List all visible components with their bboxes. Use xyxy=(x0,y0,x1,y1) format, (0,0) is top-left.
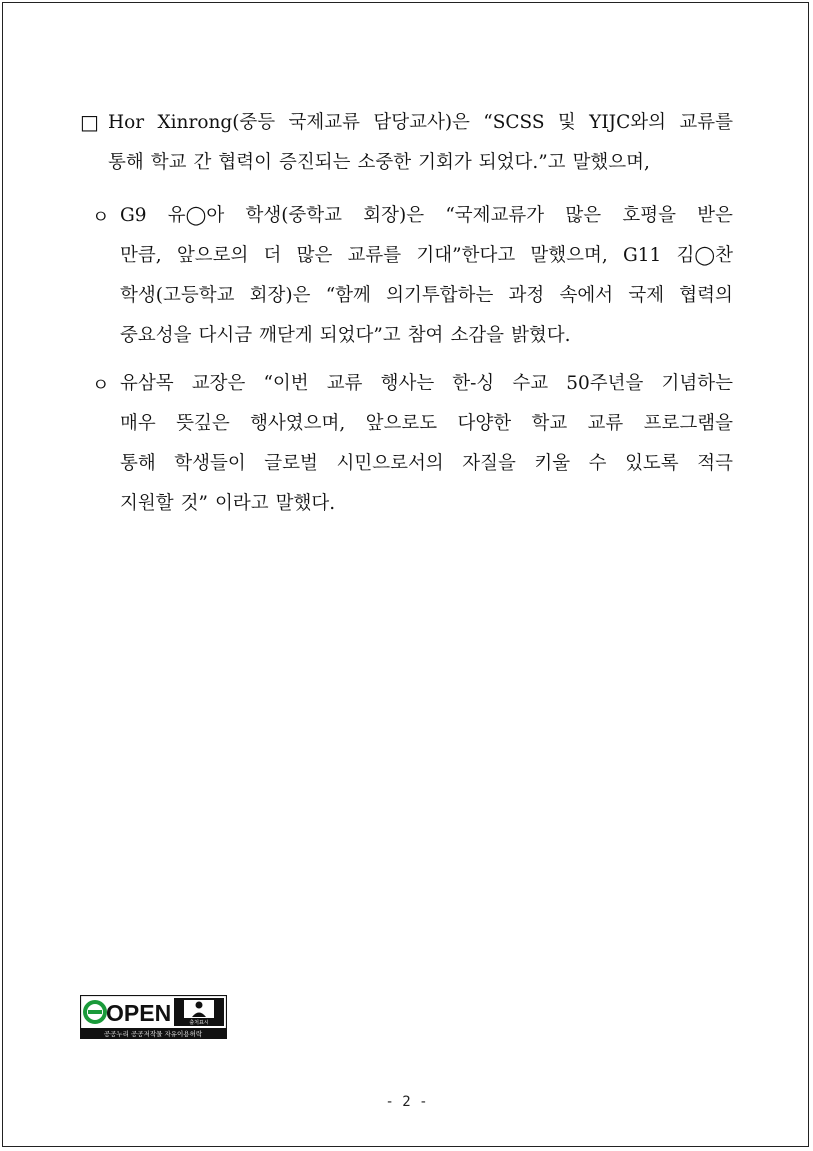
word: 앞으로의 xyxy=(176,245,249,266)
word: 과정 xyxy=(508,285,545,306)
word: 교류 xyxy=(587,413,624,434)
word: 교류 xyxy=(326,373,363,394)
word: 유삼목 xyxy=(120,373,174,394)
word: 프로그램을 xyxy=(643,413,733,434)
word: 김◯찬 xyxy=(676,245,733,266)
word: 소감을 xyxy=(450,325,505,346)
word: 있도록 xyxy=(625,453,679,474)
word: 것” xyxy=(180,493,208,514)
word: 한-싱 xyxy=(452,373,495,394)
word: 되었다.”고 xyxy=(478,152,566,173)
word: 학생(고등학교 xyxy=(120,285,235,306)
word: 참여 xyxy=(407,325,444,346)
word: 받은 xyxy=(697,205,733,226)
text-line xyxy=(108,143,733,183)
word: 수 xyxy=(588,453,607,474)
word: 통해 xyxy=(120,453,156,474)
word: 및 xyxy=(557,112,576,133)
text-line xyxy=(120,444,733,484)
word: 학생들이 xyxy=(174,453,246,474)
text-line xyxy=(108,103,733,143)
page-number: - 2 - xyxy=(385,1094,428,1110)
word: 글로벌 xyxy=(264,453,318,474)
word: 되었다”고 xyxy=(319,325,401,346)
word: 협력의 xyxy=(679,285,733,306)
word: 깨닫게 xyxy=(259,325,313,346)
kogl-open-logo xyxy=(80,995,227,1039)
word: 학교 xyxy=(531,413,568,434)
word: 회장)은 xyxy=(363,205,425,226)
word: 속에서 xyxy=(559,285,614,306)
word: G11 xyxy=(622,245,662,266)
text-line xyxy=(120,196,733,236)
word: 수교 xyxy=(512,373,549,394)
word: 담당교사)은 xyxy=(373,112,470,133)
word: 행사였으며, xyxy=(250,413,346,434)
word: 지원할 xyxy=(120,493,174,514)
word: 50주년을 xyxy=(566,373,644,394)
logo-badge: 출처표시 xyxy=(189,1020,209,1026)
word: 통해 xyxy=(108,152,144,173)
word: 자질을 xyxy=(462,453,516,474)
person-icon xyxy=(196,1002,203,1009)
word: 유◯아 xyxy=(167,205,225,226)
word: 소중한 xyxy=(357,152,412,173)
word: 뜻깊은 xyxy=(176,413,230,434)
word: 회장)은 xyxy=(249,285,311,306)
word: 증진되는 xyxy=(279,152,351,173)
word: 다시금 xyxy=(198,325,253,346)
checkbox-bullet-icon: □ xyxy=(80,110,99,134)
word: 이라고 xyxy=(214,493,269,514)
word: 기회가 xyxy=(418,152,472,173)
word: 의기투합하는 xyxy=(386,285,494,306)
word: 말했다. xyxy=(275,493,336,514)
text-line xyxy=(120,364,733,404)
word: 간 xyxy=(193,152,212,173)
word: 말했으며, xyxy=(572,152,650,173)
logo-caption: 공공누리 공공저작물 자유이용허락 xyxy=(103,1030,203,1038)
paragraph-3 xyxy=(120,364,733,524)
word: 많은 xyxy=(296,245,333,266)
word: “SCSS xyxy=(483,112,545,133)
word: 행사는 xyxy=(380,373,435,394)
word: 중요성을 xyxy=(120,325,192,346)
text-line xyxy=(120,276,733,316)
word: 시민으로서의 xyxy=(336,453,444,474)
text-line xyxy=(120,236,733,276)
word: 매우 xyxy=(120,413,156,434)
word: 교류를 xyxy=(347,245,402,266)
paragraph-1 xyxy=(108,103,733,183)
word: “이번 xyxy=(263,373,309,394)
word: 밝혔다. xyxy=(511,325,571,346)
word: 교류를 xyxy=(679,112,733,133)
word: 앞으로도 xyxy=(365,413,438,434)
text-line xyxy=(120,484,733,524)
word: YIJC와의 xyxy=(589,112,666,133)
paragraph-2 xyxy=(120,196,733,356)
word: Hor xyxy=(108,112,145,133)
word: 적극 xyxy=(697,453,733,474)
word: 많은 xyxy=(565,205,602,226)
word: 협력이 xyxy=(218,152,272,173)
word: 기대”한다고 xyxy=(416,245,516,266)
circle-bullet-icon: ㅇ xyxy=(92,207,110,228)
word: 학교 xyxy=(150,152,187,173)
word: 기념하는 xyxy=(661,373,733,394)
word: 호평을 xyxy=(622,205,676,226)
word: 학생(중학교 xyxy=(245,205,343,226)
text-line xyxy=(120,404,733,444)
word: 교장은 xyxy=(191,373,246,394)
logo-wordmark: OPEN xyxy=(106,1000,172,1026)
word: 만큼, xyxy=(120,245,162,266)
word: 다양한 xyxy=(457,413,512,434)
word: “함께 xyxy=(325,285,371,306)
text-line xyxy=(120,316,733,356)
word: Xinrong(중등 xyxy=(157,112,276,133)
circle-bullet-icon: ㅇ xyxy=(92,375,110,396)
word: 말했으며, xyxy=(530,245,608,266)
word: 더 xyxy=(263,245,282,266)
word: 키울 xyxy=(534,453,571,474)
word: 국제 xyxy=(628,285,665,306)
word: G9 xyxy=(120,205,147,226)
word: “국제교류가 xyxy=(445,205,545,226)
word: 국제교류 xyxy=(288,112,360,133)
